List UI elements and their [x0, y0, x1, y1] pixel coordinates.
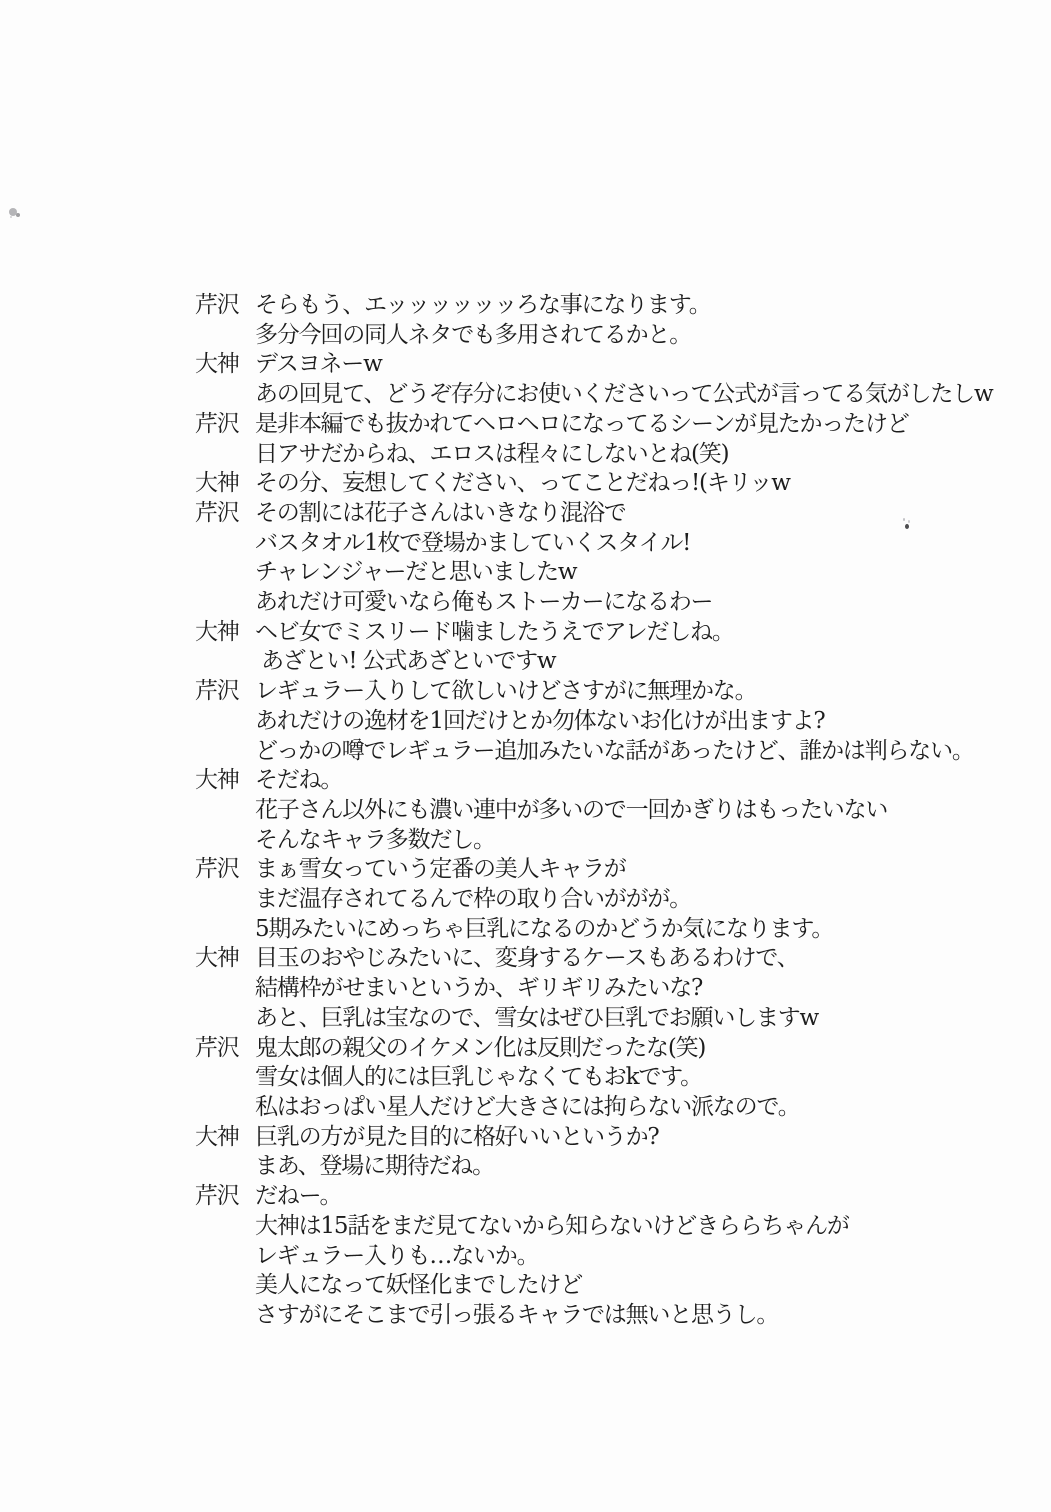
dialogue-text: 是非本編でも抜かれてヘロヘロになってるシーンが見たかったけど [255, 410, 909, 437]
dialogue-text: まぁ雪女っていう定番の美人キャラが [255, 856, 626, 883]
speaker-label: 芹沢 [195, 678, 239, 705]
speaker-label: 芹沢 [195, 499, 239, 526]
dialogue-line [195, 707, 1025, 737]
dialogue-line [195, 321, 1025, 351]
dialogue-text: 日アサだからね、エロスは程々にしないとね(笑) [255, 440, 729, 467]
dialogue-text: ヘビ女でミスリード噛ましたうえでアレだしね。 [255, 618, 734, 645]
dialogue-line [195, 1063, 1025, 1093]
dialogue-text: あの回見て、どうぞ存分にお使いくださいって公式が言ってる気がしたしw [255, 381, 993, 408]
speaker-label: 芹沢 [195, 292, 239, 318]
dialogue-text: 鬼太郎の親父のイケメン化は反則だったな(笑) [255, 1034, 706, 1061]
speaker-label: 芹沢 [195, 1183, 239, 1210]
dialogue-line [195, 1152, 1025, 1182]
dialogue-line [195, 1093, 1025, 1123]
dialogue-block [195, 291, 1025, 1331]
dialogue-line [195, 350, 1025, 380]
dialogue-text: 大神は15話をまだ見てないから知らないけどきららちゃんが [255, 1212, 849, 1239]
dialogue-line [195, 944, 1025, 974]
dialogue-text: あと、巨乳は宝なので、雪女はぜひ巨乳でお願いしますw [255, 1004, 819, 1031]
dialogue-text: どっかの噂でレギュラー追加みたいな話があったけど、誰かは判らない。 [255, 737, 974, 764]
dialogue-text: 5期みたいにめっちゃ巨乳になるのかどうか気になります。 [255, 915, 834, 942]
speaker-label: 芹沢 [195, 1034, 239, 1061]
dialogue-line [195, 796, 1025, 826]
dialogue-line [195, 1212, 1025, 1242]
dialogue-text: まだ温存されてるんで枠の取り合いががが。 [255, 886, 691, 913]
dialogue-line [195, 885, 1025, 915]
dialogue-text: 巨乳の方が見た目的に格好いいというか? [255, 1123, 659, 1150]
dialogue-text: レギュラー入りも…ないか。 [255, 1242, 539, 1269]
dialogue-text: そらもう、エッッッッッッろな事になります。 [255, 292, 711, 318]
speaker-label: 大神 [195, 470, 239, 497]
dialogue-line [195, 974, 1025, 1004]
dialogue-line [195, 1182, 1025, 1212]
speaker-label: 大神 [195, 945, 239, 972]
dialogue-text: そだね。 [255, 767, 343, 794]
dialogue-line [195, 647, 1025, 677]
dialogue-line [195, 588, 1025, 618]
dialogue-line [195, 1242, 1025, 1272]
speaker-label: 大神 [195, 1123, 239, 1150]
dialogue-line [195, 826, 1025, 856]
dialogue-text: 私はおっぱい星人だけど大きさには拘らない派なので。 [255, 1093, 800, 1120]
dialogue-text: あざとい! 公式あざといですw [255, 648, 556, 675]
dialogue-line [195, 915, 1025, 945]
dialogue-line [195, 618, 1025, 648]
dialogue-line [195, 380, 1025, 410]
dialogue-line [195, 469, 1025, 499]
dialogue-text: バスタオル1枚で登場かましていくスタイル! [255, 529, 691, 556]
dialogue-text: その割には花子さんはいきなり混浴で [255, 499, 626, 526]
scan-speck [9, 208, 17, 216]
dialogue-line [195, 1004, 1025, 1034]
dialogue-line [195, 855, 1025, 885]
dialogue-line [195, 291, 1025, 321]
dialogue-text: その分、妄想してください、ってことだねっ!(キリッw [255, 470, 790, 497]
dialogue-line [195, 677, 1025, 707]
dialogue-line [195, 1301, 1025, 1331]
dialogue-text: 花子さん以外にも濃い連中が多いので一回かぎりはもったいない [255, 796, 888, 823]
dialogue-line [195, 766, 1025, 796]
dialogue-line [195, 410, 1025, 440]
dialogue-line [195, 1271, 1025, 1301]
dialogue-text: あれだけの逸材を1回だけとか勿体ないお化けが出ますよ? [255, 707, 825, 734]
speaker-label: 大神 [195, 767, 239, 794]
dialogue-text: だねー。 [255, 1183, 342, 1210]
dialogue-text: さすがにそこまで引っ張るキャラでは無いと思うし。 [255, 1301, 779, 1328]
speaker-label: 芹沢 [195, 856, 239, 883]
dialogue-line [195, 499, 1025, 529]
dialogue-text: 雪女は個人的には巨乳じゃなくてもおkです。 [255, 1064, 702, 1091]
dialogue-text: 目玉のおやじみたいに、変身するケースもあるわけで、 [255, 945, 799, 972]
dialogue-text: 美人になって妖怪化までしたけど [255, 1272, 583, 1299]
dialogue-line [195, 1034, 1025, 1064]
dialogue-text: 多分今回の同人ネタでも多用されてるかと。 [255, 321, 692, 348]
speaker-label: 大神 [195, 351, 239, 378]
dialogue-text: レギュラー入りして欲しいけどさすがに無理かな。 [255, 678, 757, 705]
dialogue-text: まあ、登場に期待だね。 [255, 1153, 494, 1180]
dialogue-line [195, 1123, 1025, 1153]
dialogue-text: あれだけ可愛いなら俺もストーカーになるわー [255, 589, 713, 616]
dialogue-line [195, 440, 1025, 470]
dialogue-line [195, 737, 1025, 767]
dialogue-text: チャレンジャーだと思いましたw [255, 559, 577, 586]
speaker-label: 大神 [195, 618, 239, 645]
dialogue-text: 結構枠がせまいというか、ギリギリみたいな? [255, 975, 703, 1002]
speaker-label: 芹沢 [195, 410, 239, 437]
dialogue-text: そんなキャラ多数だし。 [255, 826, 495, 853]
dialogue-text: デスヨネーw [255, 351, 382, 378]
dialogue-line [195, 529, 1025, 559]
dialogue-line [195, 558, 1025, 588]
